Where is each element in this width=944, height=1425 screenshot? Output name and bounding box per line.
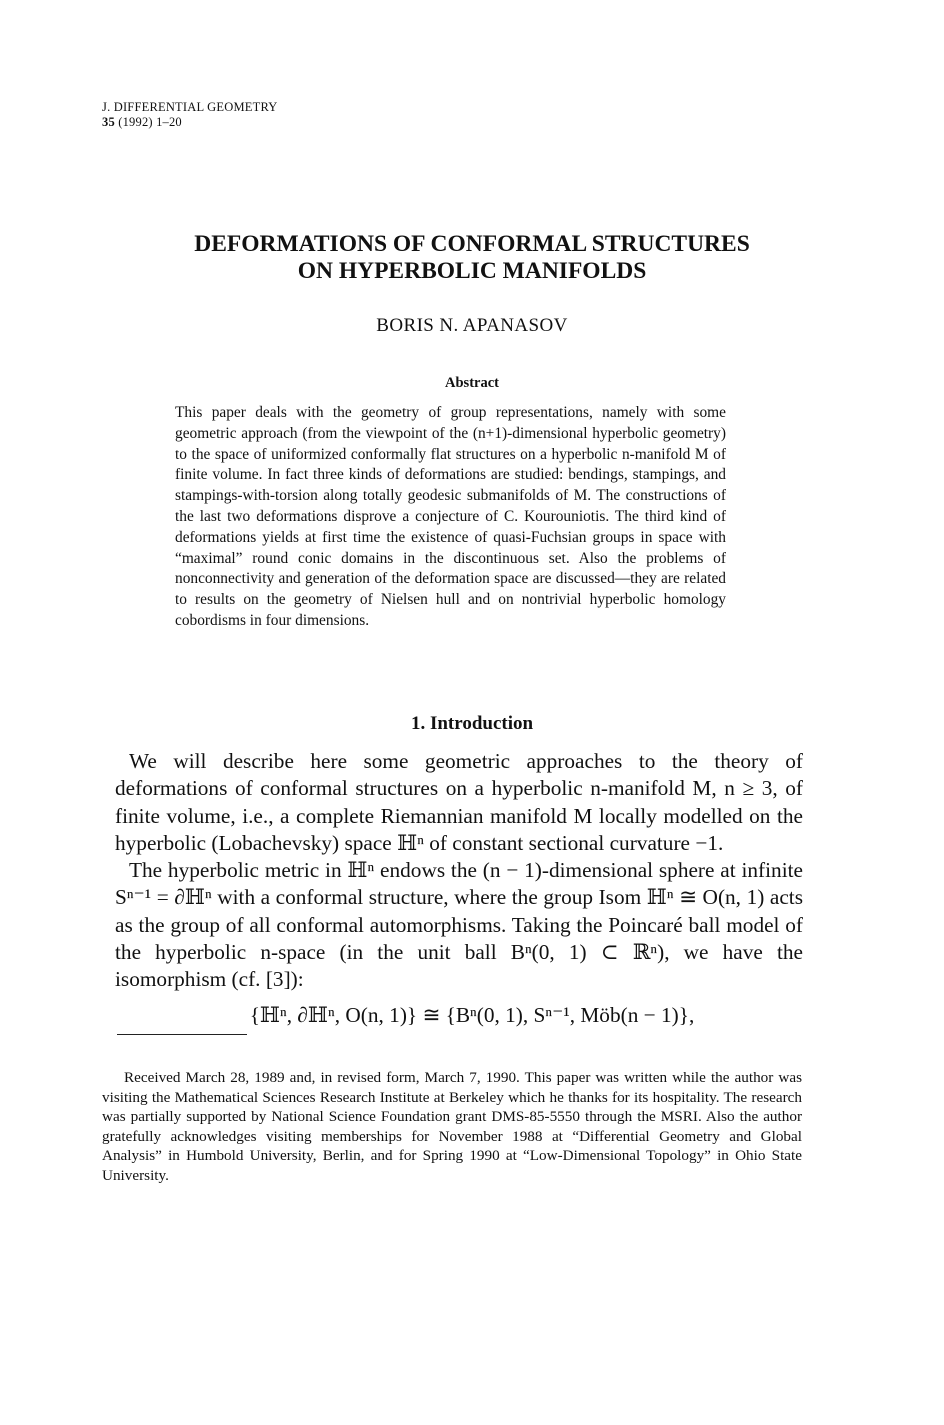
journal-header xyxy=(102,100,278,130)
intro-paragraph-2: The hyperbolic metric in ℍⁿ endows the (n − 1)-dimensional sphere at infinite Sⁿ⁻¹ = ∂ℍⁿ with a conformal structure, where the group Isom ℍⁿ ≅ O(n, 1) acts as the group of all conformal automorphisms. Taking the Poincaré ball model of the hyperbolic n-space (in the unit ball Bⁿ(0, 1) ⊂ ℝⁿ), we have the isomorphism (cf. [3]): xyxy=(115,858,803,992)
title-line-1: DEFORMATIONS OF CONFORMAL STRUCTURES xyxy=(194,231,750,257)
journal-citation xyxy=(102,115,278,130)
section-heading: 1. Introduction xyxy=(410,713,534,734)
journal-volume: 35 xyxy=(102,115,115,129)
intro-paragraph-1: We will describe here some geometric approaches to the theory of deformations of conformal structures on a hyperbolic n-manifold M, n ≥ 3, of finite volume, i.e., a complete Riemannian manifold M locally modelled on the hyperbolic (Lobachevsky) space ℍⁿ of constant sectional curvature −1. xyxy=(115,749,803,855)
abstract-text: This paper deals with the geometry of group representations, namely with some geometric approach (from the viewpoint of the (n+1)-dimensional hyperbolic geometry) to the space of uniformized conformally flat structures on a hyperbolic n-manifold M of finite volume. In fact three kinds of deformations are studied: bendings, stampings, and stampings-with-torsion along totally geodesic submanifolds of M. The constructions of the last two deformations disprove a conjecture of C. Kourouniotis. The third kind of deformations yields at first time the existence of quasi-Fuchsian groups in space with “maximal” round conic domains in the discontinuous set. Also the problems of nonconnectivity and generation of the deformation space are discussed—they are related to results on the geometry of Nielsen hull and on nontrivial hyperbolic homology cobordisms in four dimensions. xyxy=(175,404,726,629)
introduction-body xyxy=(115,748,803,994)
author-name: BORIS N. APANASOV xyxy=(376,315,568,336)
journal-name: J. DIFFERENTIAL GEOMETRY xyxy=(102,100,278,114)
journal-pages: (1992) 1–20 xyxy=(118,115,182,129)
abstract-heading: Abstract xyxy=(445,375,499,391)
isomorphism-formula: {ℍⁿ, ∂ℍⁿ, O(n, 1)} ≅ {Bⁿ(0, 1), Sⁿ⁻¹, Möb(n − 1)}, xyxy=(249,1003,695,1027)
title-line-2: ON HYPERBOLIC MANIFOLDS xyxy=(297,258,647,284)
footnote-text: Received March 28, 1989 and, in revised form, March 7, 1990. This paper was written while the author was visiting the Mathematical Sciences Research Institute at Berkeley which he thanks for its hospitality. The research was partially supported by National Science Foundation grant DMS-85-5550 through the MSRI. Also the author gratefully acknowledges visiting memberships for November 1988 at “Differential Geometry and Global Analysis” in Humbold University, Berlin, and for Spring 1990 at “Low-Dimensional Topology” in Ohio State University. xyxy=(102,1069,802,1184)
paper-title xyxy=(0,231,944,285)
footnote xyxy=(102,1068,802,1186)
footnote-divider xyxy=(117,1034,247,1035)
